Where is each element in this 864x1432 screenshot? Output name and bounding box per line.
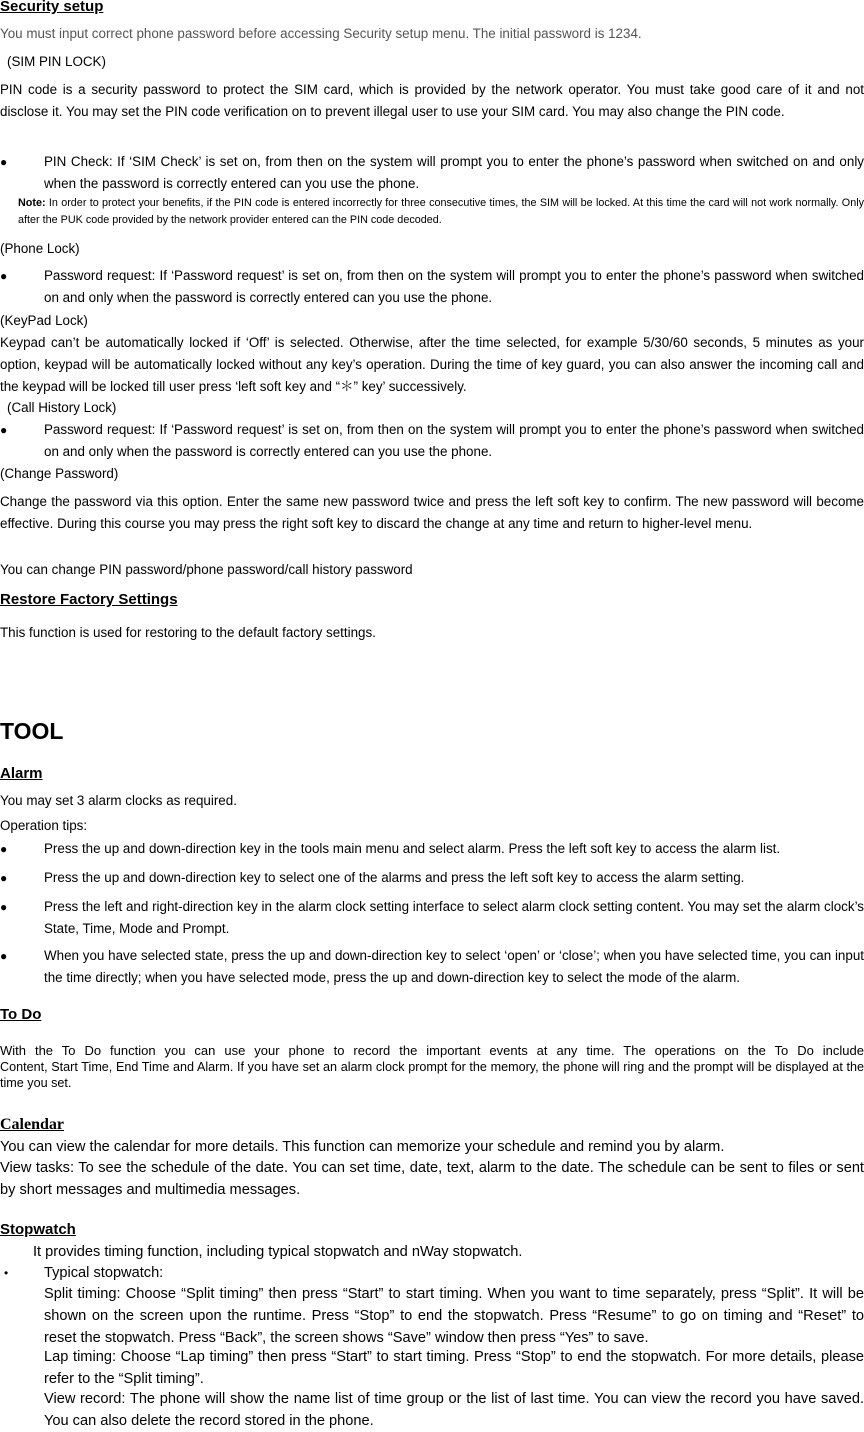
note-text: In order to protect your benefits, if the PIN code is entered incorrectly for three consecutive times, the SIM will be locked. At this time the card will not work normally. Only after the PUK code provided by the network provider entered can the PIN code decoded.	[18, 197, 864, 226]
change-password-text: Change the password via this option. Enter the same new password twice and press the left soft key to confirm. The new password will become effective. During this course you may press the right soft key to discard the change at any time and return to higher-level menu.	[0, 494, 864, 531]
bullet-dot-icon: ●	[0, 871, 8, 885]
pin-check-bullet	[0, 151, 864, 195]
restore-factory-text: This function is used for restoring to the default factory settings.	[0, 625, 376, 640]
alarm-bullet	[0, 945, 864, 989]
alarm-intro: You may set 3 alarm clocks as required.	[0, 793, 237, 808]
phone-lock-text: Password request: If ‘Password request’ is set on, from then on the system will prompt you to enter the phone’s password when switched on and only when the password is correctly entered can you use the phone.	[44, 268, 864, 305]
bullet-dot-icon: ●	[0, 155, 8, 169]
stopwatch-typical-label: Typical stopwatch:	[44, 1265, 164, 1281]
phone-lock-title: (Phone Lock)	[0, 241, 80, 256]
security-setup-heading: Security setup	[0, 0, 104, 15]
keypad-lock-text: Keypad can’t be automatically locked if ‘Off’ is selected. Otherwise, after the time selected, for example 5/30/60 seconds, 5 minutes as your option, keypad will be automatically locked without any key’s operation. During the time of key guard, you can also answer the incoming call and the keypad will be locked till user press ‘left soft key and “＊” key’ successively.	[0, 335, 864, 394]
bullet-dot-icon: ●	[0, 269, 8, 283]
pin-note	[0, 195, 864, 229]
alarm-bullet-text: When you have selected state, press the up and down-direction key to select ‘open’ or ‘close’; when you have selected time, you can input the time directly; when you have selected mode, press the up and down-direction key to select the mode of the alarm.	[44, 948, 864, 985]
alarm-heading: Alarm	[0, 765, 43, 782]
call-history-text: Password request: If ‘Password request’ is set on, from then on the system will prompt you to enter the phone’s password when switched on and only when the password is correctly entered can you use the phone.	[44, 422, 864, 459]
stopwatch-lap-text: Lap timing: Choose “Lap timing” then press “Start” to start timing. Press “Stop” to end the stopwatch. For more details, please refer to the “Split timing”.	[44, 1349, 864, 1387]
stopwatch-split-text: Split timing: Choose “Split timing” then press “Start” to start timing. When you want to time separately, press “Split”. It will be shown on the screen upon the runtime. Press “Stop” to end the stopwatch. Press “Resume” to go on timing and “Reset” to reset the stopwatch. Press “Back”, the screen shows “Save” window then press “Yes” to save.	[44, 1286, 864, 1346]
alarm-bullet-text: Press the up and down-direction key in the tools main menu and select alarm. Press the left soft key to access the alarm list.	[44, 841, 781, 856]
keypad-lock-title: (KeyPad Lock)	[0, 313, 88, 328]
phone-lock-bullet	[0, 265, 864, 309]
todo-line-2: Content, Start Time, End Time and Alarm. If you have set an alarm clock prompt for the memory, the phone will ring and the prompt will be displayed at the time you set.	[0, 1060, 864, 1090]
restore-factory-heading: Restore Factory Settings	[0, 591, 178, 608]
todo-line-1: With the To Do function you can use your phone to record the important events at any time. The operations on the To Do include	[0, 1043, 864, 1058]
todo-heading: To Do	[0, 1006, 42, 1023]
alarm-bullet	[0, 867, 864, 889]
stopwatch-typical-bullet	[0, 1262, 864, 1284]
alarm-bullet-text: Press the left and right-direction key in the alarm clock setting interface to select alarm clock setting content. You may set the alarm clock’s State, Time, Mode and Prompt.	[44, 899, 864, 936]
call-history-lock-title: (Call History Lock)	[7, 400, 117, 415]
alarm-tips-label: Operation tips:	[0, 818, 88, 833]
alarm-bullet	[0, 838, 864, 860]
calendar-line-2: View tasks: To see the schedule of the date. You can set time, date, text, alarm to the date. The schedule can be sent to files or sent by short messages and multimedia messages.	[0, 1160, 864, 1198]
stopwatch-heading: Stopwatch	[0, 1221, 76, 1238]
pin-check-text: PIN Check: If ‘SIM Check’ is set on, from then on the system will prompt you to enter the phone’s password when switched on and only when the password is correctly entered can you use the phone.	[44, 154, 864, 191]
bullet-dot-icon: ●	[0, 949, 8, 963]
bullet-dot-icon: •	[4, 1266, 9, 1280]
calendar-heading: Calendar	[0, 1116, 64, 1133]
todo-text	[0, 1043, 864, 1091]
stopwatch-intro: It provides timing function, including typical stopwatch and nWay stopwatch.	[33, 1244, 523, 1260]
sim-pin-lock-title: (SIM PIN LOCK)	[7, 54, 106, 69]
change-password-note: You can change PIN password/phone password/call history password	[0, 562, 413, 577]
bullet-dot-icon: ●	[0, 423, 8, 437]
change-password-title: (Change Password)	[0, 466, 119, 481]
security-intro: You must input correct phone password before accessing Security setup menu. The initial password is 1234.	[0, 26, 642, 41]
alarm-bullet	[0, 896, 864, 940]
sim-pin-lock-text: PIN code is a security password to protect the SIM card, which is provided by the network operator. You must take good care of it and not disclose it. You may set the PIN code verification on to prevent illegal user to use your SIM card. You may also change the PIN code.	[0, 82, 864, 119]
stopwatch-record-text: View record: The phone will show the name list of time group or the list of last time. You can view the record you have saved. You can also delete the record stored in the phone.	[44, 1391, 864, 1429]
note-label: Note:	[18, 197, 46, 209]
alarm-bullet-text: Press the up and down-direction key to select one of the alarms and press the left soft key to access the alarm setting.	[44, 870, 745, 885]
tool-heading: TOOL	[0, 718, 64, 744]
bullet-dot-icon: ●	[0, 900, 8, 914]
calendar-line-1: You can view the calendar for more details. This function can memorize your schedule and remind you by alarm.	[0, 1139, 725, 1155]
bullet-dot-icon: ●	[0, 842, 8, 856]
call-history-bullet	[0, 419, 864, 463]
